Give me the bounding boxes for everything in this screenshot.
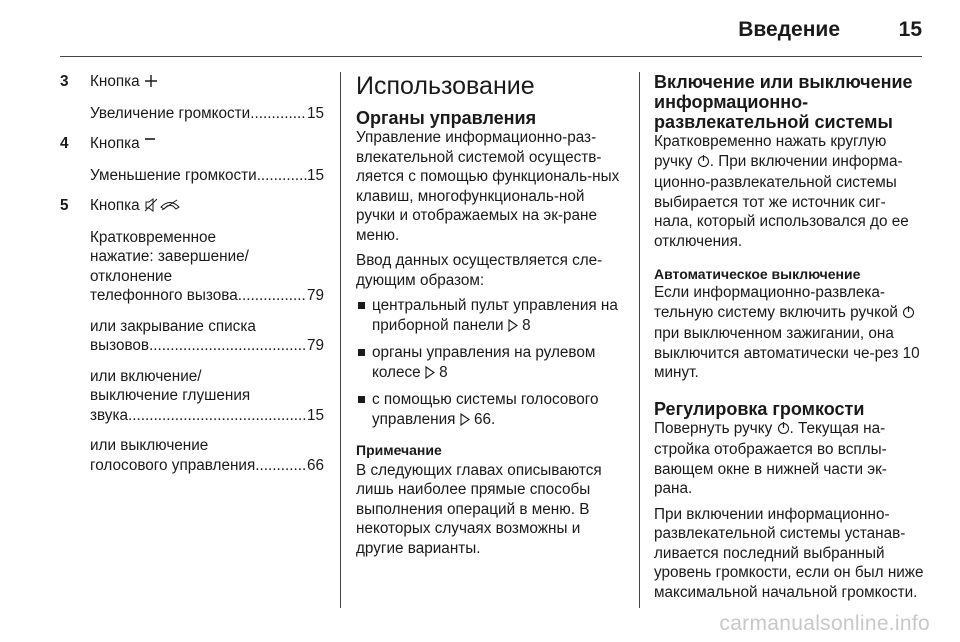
item-4 bbox=[60, 134, 324, 185]
note-box bbox=[356, 441, 626, 558]
list-item-ref: 66. bbox=[473, 410, 496, 428]
item-label: Кнопка bbox=[90, 135, 140, 152]
list-item bbox=[356, 296, 626, 337]
section-title: Использование bbox=[356, 72, 535, 100]
auto-off-paragraph bbox=[654, 283, 924, 383]
list-item-text: органы управления на рулевом колесе bbox=[372, 344, 596, 381]
toc-entry-text: голосового управления bbox=[90, 456, 256, 474]
page-title: Введение bbox=[738, 18, 840, 41]
list-item-text: с помощью системы голосового управления bbox=[372, 391, 599, 428]
item-heading bbox=[90, 196, 324, 218]
item-number: 5 bbox=[60, 197, 69, 214]
item-label: Кнопка bbox=[90, 197, 140, 214]
input-methods-list bbox=[356, 296, 626, 431]
subsection-title: Органы управления bbox=[356, 108, 537, 128]
volume-paragraph bbox=[654, 419, 924, 499]
dot-leader bbox=[250, 104, 307, 124]
right-column bbox=[654, 72, 924, 608]
note-title: Примечание bbox=[356, 442, 442, 458]
page-number: 15 bbox=[898, 18, 922, 41]
volume-paragraph-2: При включении информационно-развлекательной системы устанав-ливается последний выбранный уровень громкости, если он был ниже максимальной начальной громкости. bbox=[654, 505, 924, 601]
toc-entry-text: вызовов bbox=[90, 337, 150, 354]
toc-entry bbox=[90, 166, 324, 186]
intro-paragraph: Управление информационно-раз-влекательной системой осуществ-ляется с помощью функциональ-ных клавиш, многофункциональ-ной ручки и отображаемых на эк-ране меню. bbox=[356, 129, 620, 244]
list-item bbox=[356, 343, 626, 384]
item-label: Кнопка bbox=[90, 73, 140, 90]
toc-entry bbox=[90, 228, 324, 306]
power-text-a: Кратковременно нажать круглую ручку bbox=[654, 133, 887, 170]
toc-entry bbox=[90, 367, 324, 426]
auto-off-title: Автоматическое выключение bbox=[654, 266, 861, 282]
column-divider-1 bbox=[340, 72, 341, 608]
minus-icon bbox=[144, 136, 156, 156]
item-heading bbox=[90, 72, 324, 94]
power-text-b: . При включении информа-ционно-развлекательной системы выбирается тот же источник сиг-нала, который использовался до ее отключения. bbox=[654, 152, 909, 250]
item-3 bbox=[60, 72, 324, 123]
item-heading bbox=[90, 134, 324, 156]
toc-entry-last-line bbox=[90, 406, 324, 426]
column-divider-2 bbox=[639, 72, 640, 608]
page-ref-arrow-icon bbox=[508, 318, 518, 338]
toc-entry-line: или выключение bbox=[90, 437, 209, 454]
list-item bbox=[356, 390, 626, 431]
page-ref-arrow-icon bbox=[425, 365, 435, 385]
item-number: 4 bbox=[60, 135, 69, 152]
toc-entry-last-line bbox=[90, 336, 324, 356]
power-knob-icon bbox=[777, 421, 790, 441]
item-5 bbox=[60, 196, 324, 475]
toc-entry bbox=[90, 104, 324, 124]
toc-entry-last-line bbox=[90, 104, 324, 124]
dot-leader bbox=[149, 336, 307, 356]
auto-off-text-a: Если информационно-развлека-тельную систему включить ручкой bbox=[654, 284, 898, 321]
volume-text-b: . Текущая на-стройка отображается во всплы-вающем окне в нижней части эк-рана. bbox=[654, 419, 887, 497]
toc-entry-line: Кратковременное bbox=[90, 228, 217, 246]
note-text: В следующих главах описываются лишь наиболее прямые способы выполнения операций в меню. В некоторых случаях возможны и другие варианты. bbox=[356, 461, 602, 557]
power-section-title: Включение или выключение информационно-развлекательной системы bbox=[654, 72, 913, 132]
toc-entry-text: звука bbox=[90, 406, 128, 424]
toc-entry-line: отклонение bbox=[90, 267, 173, 285]
power-paragraph bbox=[654, 132, 924, 251]
toc-entry-last-line bbox=[90, 286, 324, 306]
toc-page-ref: 15 bbox=[306, 104, 324, 122]
header-divider bbox=[60, 56, 922, 57]
dot-leader bbox=[255, 456, 307, 476]
left-column bbox=[60, 72, 324, 486]
item-number: 3 bbox=[60, 73, 69, 90]
toc-page-ref: 79 bbox=[306, 337, 324, 354]
toc-entry-last-line bbox=[90, 456, 324, 476]
volume-text-a: Повернуть ручку bbox=[654, 419, 773, 437]
list-item-ref: 8 bbox=[439, 363, 448, 381]
mute-hangup-icon bbox=[144, 198, 180, 218]
toc-entry-text: Уменьшение громкости bbox=[90, 166, 257, 184]
toc-entry-text: Увеличение громкости bbox=[90, 104, 251, 122]
toc-page-ref: 79 bbox=[306, 287, 324, 304]
toc-entry bbox=[90, 436, 324, 475]
dot-leader bbox=[128, 406, 307, 426]
auto-off-text-b: при выключенном зажигании, она выключится автоматически че-рез 10 минут. bbox=[654, 325, 920, 381]
watermark: carmanualsonline.info bbox=[719, 612, 930, 635]
toc-entry-text: телефонного вызова bbox=[90, 287, 238, 304]
toc-page-ref: 66 bbox=[306, 456, 324, 474]
toc-entry-line: или включение/ bbox=[90, 367, 202, 385]
toc-entry bbox=[90, 317, 324, 356]
page-header bbox=[0, 0, 960, 60]
toc-page-ref: 15 bbox=[306, 166, 324, 184]
input-intro-paragraph: Ввод данных осуществляется сле-дующим образом: bbox=[356, 252, 603, 289]
plus-icon bbox=[144, 74, 158, 94]
power-knob-icon bbox=[902, 305, 915, 325]
toc-entry-last-line bbox=[90, 166, 324, 186]
dot-leader bbox=[238, 286, 307, 306]
page-ref-arrow-icon bbox=[460, 412, 470, 432]
list-item-ref: 8 bbox=[522, 316, 531, 334]
toc-entry-line: нажатие: завершение/ bbox=[90, 248, 249, 265]
toc-entry-line: выключение глушения bbox=[90, 387, 251, 404]
toc-entry-line: или закрывание списка bbox=[90, 317, 256, 335]
middle-column bbox=[356, 72, 626, 558]
dot-leader bbox=[257, 166, 307, 186]
power-knob-icon bbox=[697, 154, 710, 174]
list-item-text: центральный пульт управления на приборной панели bbox=[372, 297, 618, 334]
volume-section-title: Регулировка громкости bbox=[654, 398, 865, 419]
toc-page-ref: 15 bbox=[306, 406, 324, 424]
